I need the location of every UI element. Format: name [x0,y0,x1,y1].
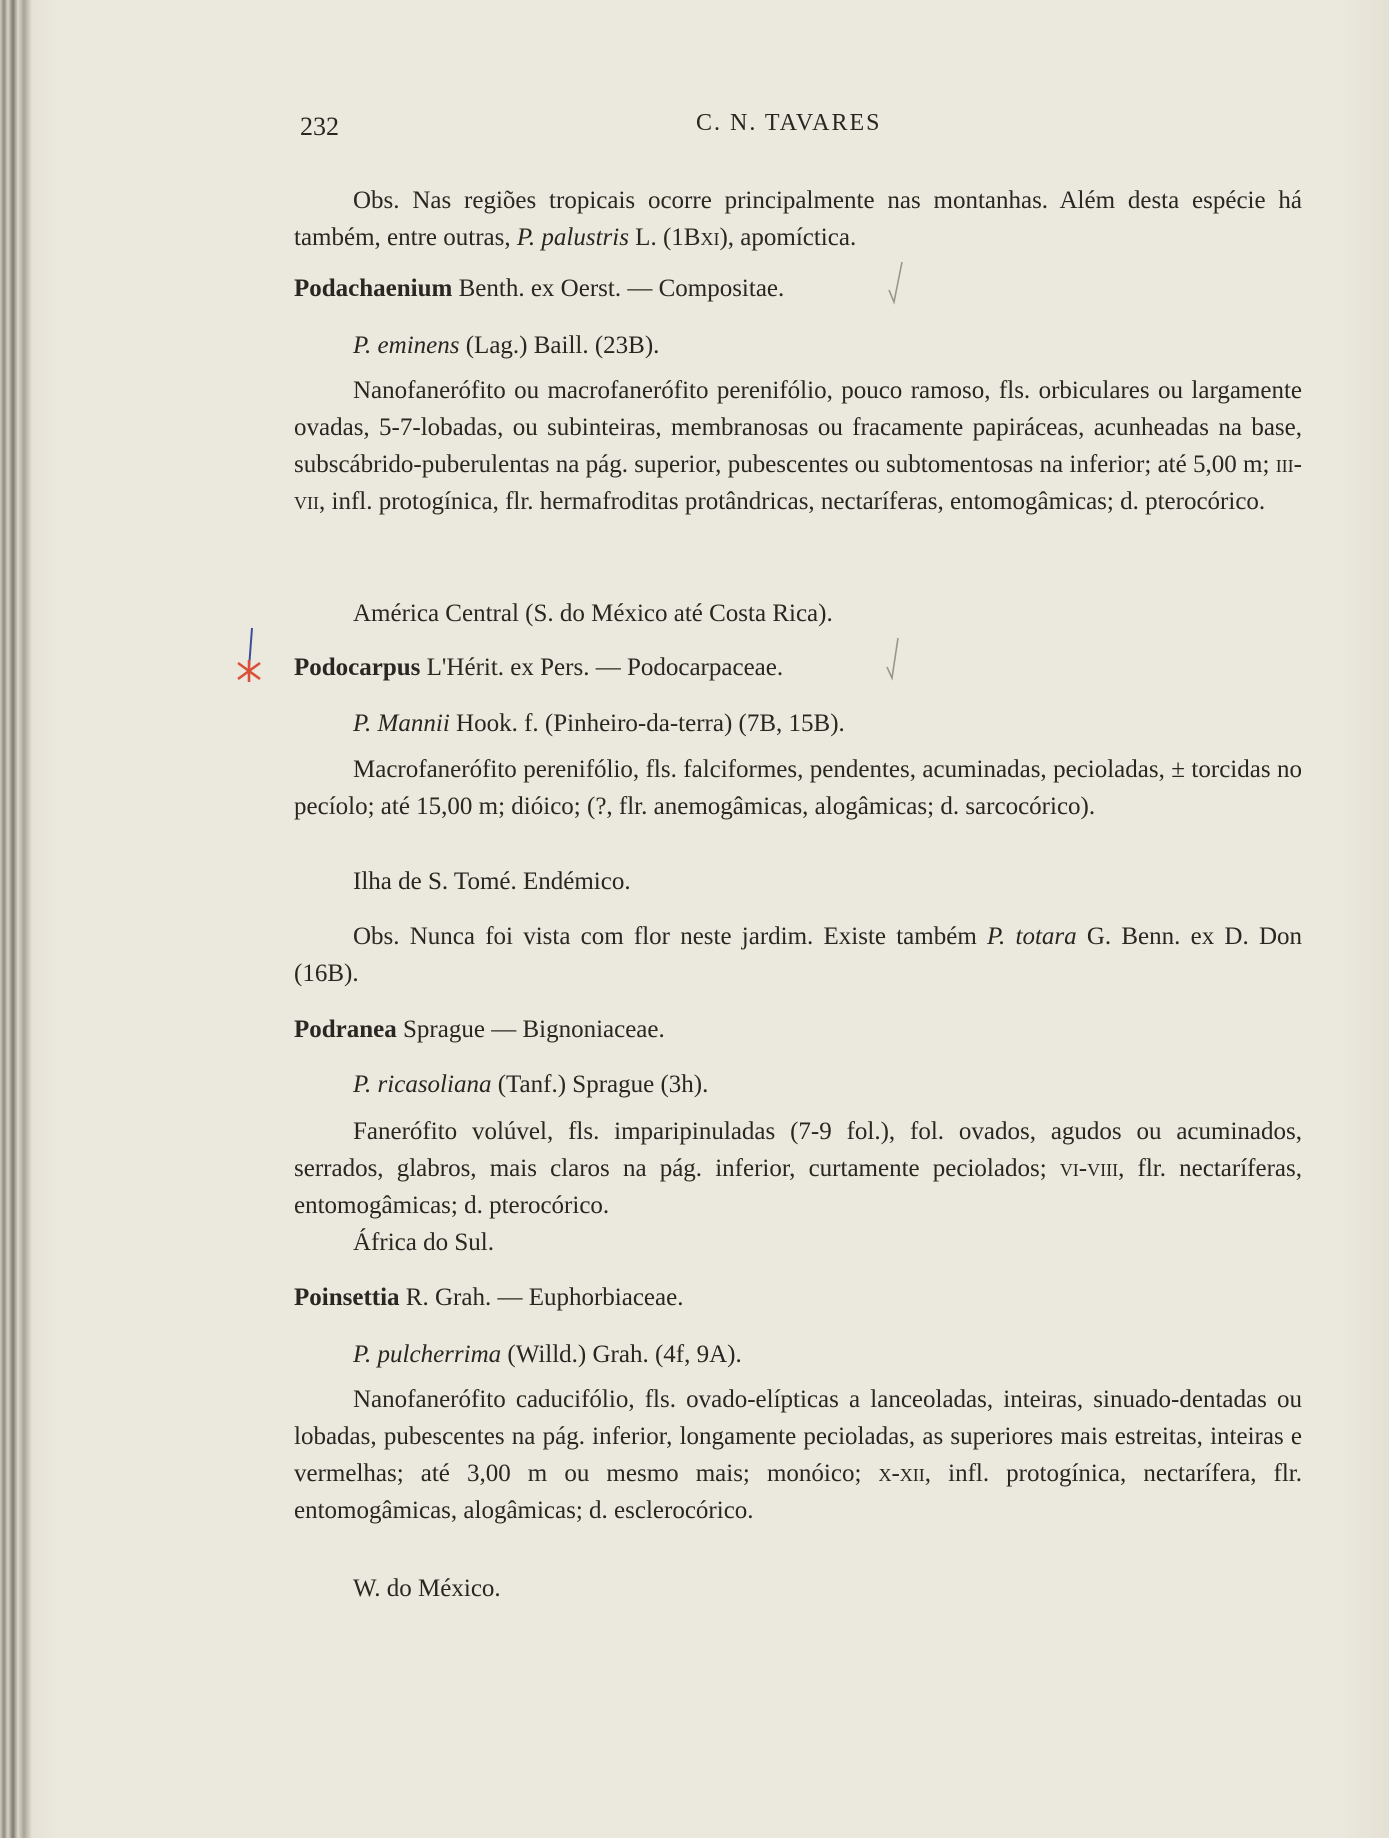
text-run: W. do México. [353,1575,501,1602]
text-run: Sprague — Bignoniaceae. [396,1016,665,1043]
species-name: P. eminens [353,332,460,359]
text-run: ), apomíctica. [719,224,857,251]
text-run: (Willd.) Grah. (4f, 9A). [501,1341,742,1368]
text-run: Obs. Nunca foi vista com flor neste jardim. Existe também [353,923,987,950]
pencil-check-icon [889,262,902,302]
text-run: iii-vii [294,451,1302,515]
genus-name: Poinsettia [294,1284,400,1311]
text-run: R. Grah. — Euphorbiaceae. [399,1284,684,1311]
text-run: Benth. ex Oerst. — Compositae. [452,275,785,302]
red-asterisk-icon [238,660,260,682]
text-run: , infl. protogínica, flr. hermafroditas protândricas, nectaríferas, entomogâmicas; d. pterocórico. [319,488,1266,515]
genus-name: Podocarpus [294,654,421,681]
text-run: Nanofanerófito ou macrofanerófito perenifólio, pouco ramoso, fls. orbiculares ou largamente ovadas, 5-7-lobadas, ou subinteiras, membranosas ou fracamente papiráceas, acunheadas na base, subscábrido-puberulentas na pág. superior, pubescentes ou subtomentosas na inferior; até 5,00 m; [294,377,1302,478]
text-run: vi-viii [1059,1155,1119,1182]
running-title: C. N. TAVARES [696,110,882,136]
species-name: P. pulcherrima [353,1341,502,1368]
text-run: Obs. Nas regiões tropicais ocorre principalmente nas montanhas. Além desta espécie há também, entre outras, [294,187,1302,251]
text-run: (Tanf.) Sprague (3h). [491,1071,709,1098]
pencil-check-icon [887,638,898,678]
text-run: , flr. nectaríferas, entomogâmicas; d. pterocórico. [294,1155,1302,1219]
species-name: P. Mannii [353,710,450,737]
genus-name: Podachaenium [294,275,453,302]
text-run: L'Hérit. ex Pers. — Podocarpaceae. [420,654,784,681]
text-run: G. Benn. ex D. Don (16B). [294,923,1302,987]
text-run: Fanerófito volúvel, fls. imparipinuladas (7-9 fol.), fol. ovados, agudos ou acuminados, serrados, glabros, mais claros na pág. inferior, curtamente peciolados; [294,1118,1302,1182]
text-run: América Central (S. do México até Costa Rica). [353,600,833,627]
text-run: Nanofanerófito caducifólio, fls. ovado-elípticas a lanceoladas, inteiras, sinuado-dentadas ou lobadas, pubescentes na pág. inferior, longamente pecioladas, as superiores mais estreitas, inteiras e vermelhas; até 3,00 m ou mesmo mais; monóico; [294,1386,1302,1487]
text-run: Macrofanerófito perenifólio, fls. falciformes, pendentes, acuminadas, pecioladas, ± torcidas no pecíolo; até 15,00 m; dióico; (?, flr. anemogâmicas, alogâmicas; d. sarcocórico). [294,756,1302,820]
text-run: África do Sul. [353,1229,494,1256]
species-name: P. palustris [516,224,629,251]
species-name: P. ricasoliana [353,1071,492,1098]
text-run: (Lag.) Baill. (23B). [459,332,660,359]
text-run: Hook. f. (Pinheiro-da-terra) (7B, 15B). [449,710,845,737]
page-number: 232 [300,112,339,141]
text-run: , infl. protogínica, nectarífera, flr. entomogâmicas, alogâmicas; d. esclerocórico. [294,1460,1303,1524]
text-run: L. (1B [628,224,701,251]
text-run: Ilha de S. Tomé. Endémico. [353,868,631,895]
species-name: P. totara [986,923,1077,950]
text-run: xi [700,224,720,251]
text-run: x-xii [878,1460,925,1487]
genus-name: Podranea [294,1016,397,1043]
